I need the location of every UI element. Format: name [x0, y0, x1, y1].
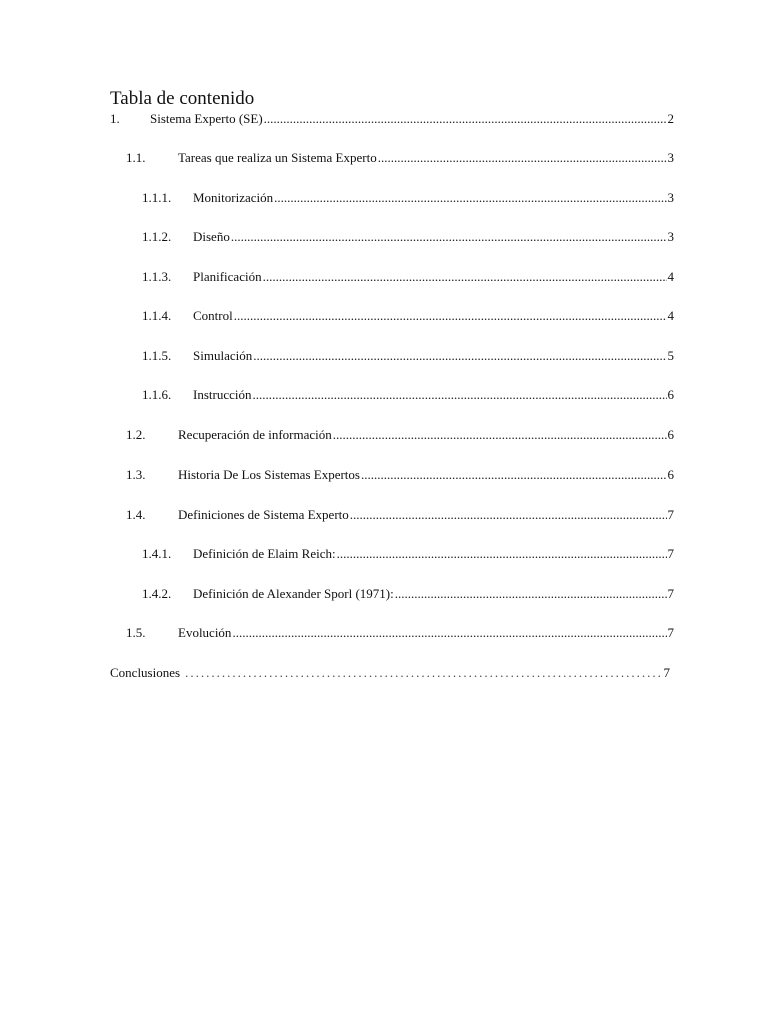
toc-entry-conclusions[interactable] [110, 664, 670, 682]
toc-dot-leader [378, 149, 667, 167]
toc-entry[interactable] [126, 506, 674, 524]
toc-entry-page: 7 [663, 665, 670, 680]
toc-dot-leader [234, 307, 667, 325]
toc-entry-number: 1.1.5. [142, 348, 172, 363]
toc-dot-leader [263, 268, 667, 286]
toc-entry-number: 1.1.2. [142, 229, 172, 244]
toc-dot-leader [264, 110, 667, 128]
toc-entry-title: Monitorización [193, 190, 274, 205]
toc-entry-title: Definición de Elaim Reich: [193, 546, 336, 561]
toc-entry[interactable] [126, 624, 674, 642]
toc-entry-title: Planificación [193, 269, 262, 284]
toc-entry[interactable] [142, 545, 674, 563]
toc-entry-title: Evolución [178, 625, 232, 640]
toc-dot-leader [337, 545, 667, 563]
toc-dot-leader [333, 426, 667, 444]
toc-entry-title: Definición de Alexander Sporl (1971): [193, 586, 394, 601]
toc-entry-page: 3 [667, 229, 674, 244]
toc-entry-page: 6 [667, 387, 674, 402]
toc-entry[interactable] [126, 149, 674, 167]
toc-entry-title: Conclusiones [110, 665, 181, 680]
toc-entry-number: 1.5. [126, 625, 146, 640]
toc-entry[interactable] [142, 386, 674, 404]
toc-entry-page: 4 [667, 269, 674, 284]
toc-dot-leader [274, 189, 666, 207]
toc-entry-page: 7 [667, 507, 674, 522]
toc-entry-number: 1.2. [126, 427, 146, 442]
toc-entry-page: 7 [667, 586, 674, 601]
toc-entry[interactable] [126, 466, 674, 484]
toc-entry[interactable] [126, 426, 674, 444]
toc-entry-page: 3 [667, 150, 674, 165]
toc-entry[interactable] [142, 268, 674, 286]
toc-dot-leader [350, 506, 667, 524]
toc-entry-page: 4 [667, 308, 674, 323]
toc-entry-number: 1.4.1. [142, 546, 172, 561]
toc-dot-leader [395, 585, 667, 603]
toc-entry-number: 1.4. [126, 507, 146, 522]
toc-entry-number: 1.3. [126, 467, 146, 482]
toc-entry-number: 1.1.4. [142, 308, 172, 323]
toc-entry[interactable] [142, 228, 674, 246]
toc-entry-page: 6 [667, 467, 674, 482]
toc-dot-leader [361, 466, 667, 484]
toc-entry-page: 3 [667, 190, 674, 205]
toc-entry-page: 5 [667, 348, 674, 363]
toc-entry-page: 6 [667, 427, 674, 442]
toc-dot-leader [231, 228, 667, 246]
toc-entry-page: 7 [667, 546, 674, 561]
toc-entry-number: 1.1.1. [142, 190, 172, 205]
toc-entry-number: 1. [110, 111, 120, 126]
toc-entry-title: Instrucción [193, 387, 252, 402]
toc-dot-leader [252, 386, 666, 404]
toc-entry[interactable] [142, 347, 674, 365]
toc-entry-title: Simulación [193, 348, 253, 363]
toc-entry[interactable] [142, 307, 674, 325]
toc-entry-number: 1.1.6. [142, 387, 172, 402]
toc-entry-title: Definiciones de Sistema Experto [178, 507, 349, 522]
toc-entry-title: Tareas que realiza un Sistema Experto [178, 150, 377, 165]
toc-entry-title: Historia De Los Sistemas Expertos [178, 467, 360, 482]
toc-entry-number: 1.1.3. [142, 269, 172, 284]
toc-entry-page: 2 [667, 111, 674, 126]
toc-entry-title: Control [193, 308, 233, 323]
toc-dot-leader [232, 624, 666, 642]
toc-entry-page: 7 [667, 625, 674, 640]
toc-entry[interactable] [142, 585, 674, 603]
toc-dot-leader [185, 664, 660, 682]
toc-entry-number: 1.4.2. [142, 586, 172, 601]
toc-title: Tabla de contenido [110, 88, 255, 109]
toc-entry-number: 1.1. [126, 150, 146, 165]
toc-dot-leader [253, 347, 666, 365]
toc-entry-title: Diseño [193, 229, 230, 244]
toc-entry-title: Recuperación de información [178, 427, 332, 442]
toc-entry[interactable] [142, 189, 674, 207]
toc-entry[interactable] [110, 110, 674, 128]
toc-entry-title: Sistema Experto (SE) [150, 111, 263, 126]
